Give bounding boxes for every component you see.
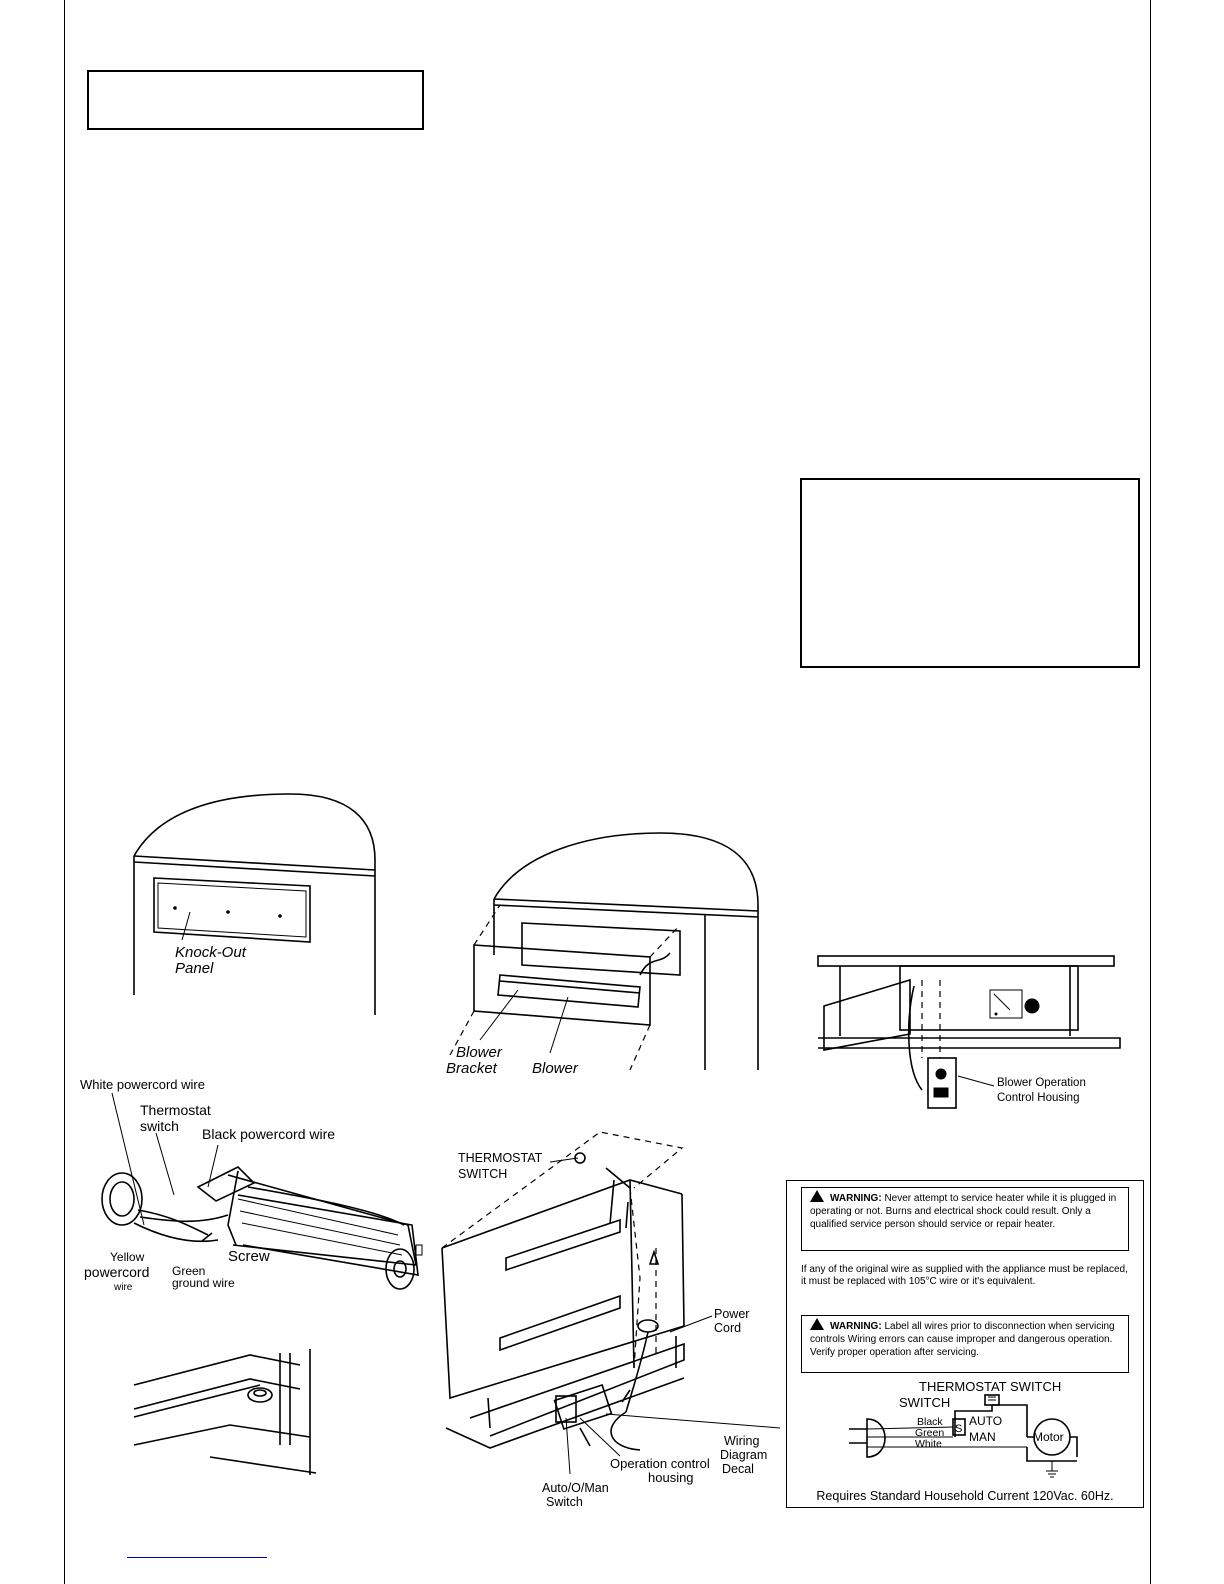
schematic-motor: Motor	[1033, 1430, 1064, 1444]
blower-wiring-illustration	[78, 1075, 448, 1300]
control-housing-illustration	[810, 950, 1130, 1110]
thermostat-label-line1: Thermostat	[140, 1102, 211, 1118]
operation-housing-line2: housing	[648, 1470, 694, 1485]
thermostat-switch-line2: SWITCH	[458, 1167, 508, 1181]
warning-service-title: WARNING:	[830, 1193, 882, 1204]
thermostat-switch-line1: THERMOSTAT	[458, 1151, 543, 1165]
stove-back-illustration	[430, 1128, 790, 1510]
wiring-schematic	[787, 1377, 1143, 1481]
current-requirement: Requires Standard Household Current 120Vac. 60Hz.	[816, 1489, 1114, 1503]
schematic-switch-label: SWITCH	[899, 1395, 951, 1410]
warning-label-title: WARNING:	[830, 1321, 882, 1332]
blower-bracket-illustration	[440, 825, 770, 1075]
housing-label-line1: Blower Operation	[997, 1077, 1086, 1089]
black-wire-label: Black powercord wire	[202, 1126, 336, 1142]
warning-service-text: Never attempt to service heater while it is plugged in operating or not. Burns and electrical shock could result. Only a qualified service person should service or repair heater.	[810, 1193, 1117, 1230]
warning-label-text: Label all wires prior to disconnection when servicing controls Wiring errors can cause improper and dangerous operation. Verify proper operation after servicing.	[810, 1321, 1115, 1358]
screw-label: Screw	[228, 1248, 270, 1265]
auto-switch-line1: Auto/O/Man	[542, 1481, 609, 1495]
decal-label-line2: Diagram	[720, 1448, 768, 1462]
white-wire-label: White powercord wire	[80, 1077, 205, 1092]
power-cord-line2: Cord	[714, 1321, 742, 1335]
knockout-label-line1: Knock-Out	[175, 944, 246, 961]
power-cord-line1: Power	[714, 1307, 750, 1321]
decal-label-line1: Wiring	[724, 1434, 760, 1448]
wire-replacement-note: If any of the original wire as supplied with the appliance must be replaced, it must be replaced with 105°C wire or it's equivalent.	[801, 1264, 1128, 1287]
schematic-title: THERMOSTAT SWITCH	[919, 1379, 1062, 1394]
wiring-diagram-decal	[786, 1180, 1144, 1508]
schematic-auto: AUTO	[969, 1414, 1003, 1428]
warning-service	[801, 1187, 1129, 1251]
operation-housing-line1: Operation control	[610, 1456, 710, 1471]
yellow-wire-line1: Yellow	[110, 1250, 145, 1264]
green-wire-line1: Green	[172, 1264, 206, 1278]
schematic-black: Black	[917, 1416, 943, 1428]
knockout-panel-illustration	[120, 790, 390, 1020]
warning-label-wires	[801, 1315, 1129, 1373]
thermostat-label-line2: switch	[140, 1118, 179, 1134]
bracket-label-line1: Blower	[456, 1044, 502, 1061]
blower-label: Blower	[532, 1060, 578, 1077]
decal-label-line3: Decal	[722, 1462, 754, 1476]
warning-triangle-icon	[810, 1318, 824, 1330]
footer-link-underline	[127, 1557, 267, 1558]
bracket-label-line2: Bracket	[446, 1060, 497, 1077]
blank-heading-box	[87, 70, 424, 130]
knockout-label-line2: Panel	[175, 960, 214, 977]
blank-notice-box	[800, 478, 1140, 668]
housing-label-line2: Control Housing	[997, 1092, 1080, 1104]
base-bracket-illustration	[130, 1345, 330, 1480]
schematic-man: MAN	[969, 1430, 996, 1444]
yellow-wire-line3: wire	[114, 1282, 133, 1293]
page-border-right	[1150, 0, 1151, 1584]
schematic-green: Green	[915, 1427, 945, 1439]
switch-s-glyph: S	[955, 1423, 963, 1435]
schematic-white: White	[915, 1438, 942, 1450]
warning-triangle-icon	[810, 1190, 824, 1202]
green-wire-line2: ground wire	[172, 1276, 235, 1290]
yellow-wire-line2: powercord	[84, 1264, 150, 1280]
page-border-left	[64, 0, 65, 1584]
auto-switch-line2: Switch	[546, 1495, 583, 1509]
